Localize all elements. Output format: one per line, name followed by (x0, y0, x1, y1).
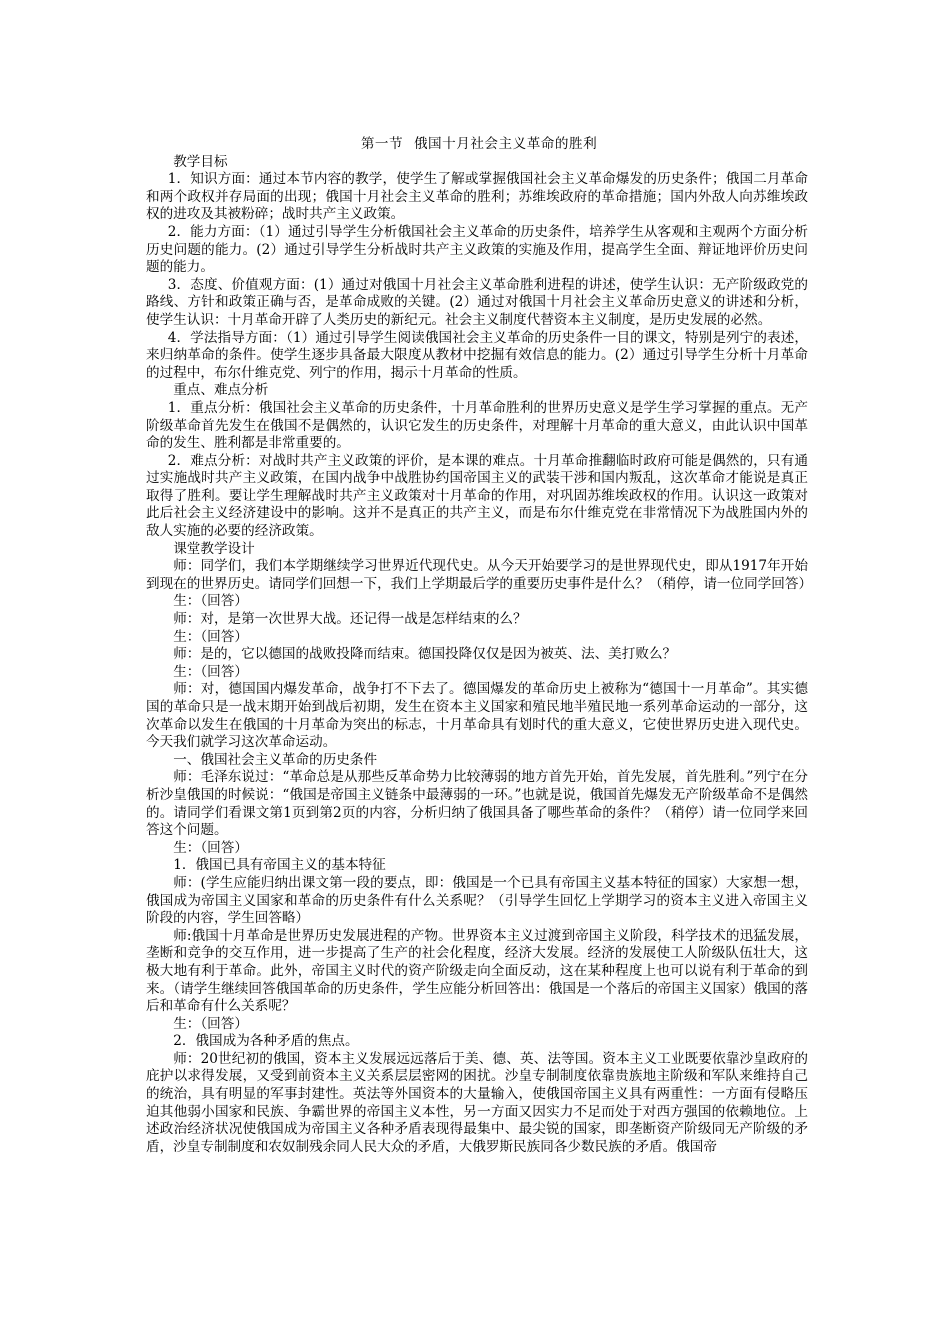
paragraph-goal-attitude: 3．态度、价值观方面：(1）通过对俄国十月社会主义革命胜利进程的讲述，使学生认识：无产阶级政党的路线、方针和政策正确与否，是革命成败的关键。(2）通过对俄国十月社会主义革命历史意义的讲述和分析，使学生认识：十月革命开辟了人类历史的新纪元。社会主义制度代替资本主义制度，是历史发展的必然。 (146, 276, 808, 328)
dialogue-teacher: 师：同学们，我们本学期继续学习世界近代现代史。从今天开始要学习的是世界现代史，即从1917年开始到现在的世界历史。请同学们回想一下，我们上学期最后学的重要历史事件是什么？（稍停，请一位同学回答） (146, 558, 813, 592)
subheading-imperialism-features: 1．俄国已具有帝国主义的基本特征 (173, 857, 386, 874)
dialogue-teacher: 师：对，德国国内爆发革命，战争打不下去了。德国爆发的革命历史上被称为“德国十一月革命”。其实德国的革命只是一战末期开始到战后初期，发生在资本主义国家和殖民地半殖民地一系列革命运动的一部分，这次革命以发生在俄国的十月革命为突出的标志，十月革命具有划时代的重大意义，它使世界历史进入现代史。今天我们就学习这次革命运动。 (146, 681, 808, 751)
paragraph-key-point: 1．重点分析：俄国社会主义革命的历史条件，十月革命胜利的世界历史意义是学生学习掌握的重点。无产阶级革命首先发生在俄国不是偶然的，认识它发生的历史条件，对理解十月革命的重大意义，由此认识中国革命的发生、胜利都是非常重要的。 (146, 399, 808, 452)
dialogue-student: 生：（回答） (173, 593, 248, 610)
paragraph-goal-method: 4．学法指导方面：（1）通过引导学生阅读俄国社会主义革命的历史条件一目的课文，特别是列宁的表述，来归纳革命的条件。使学生逐步具备最大限度从教材中挖掘有效信息的能力。(2）通过引导学生分析十月革命的过程中，布尔什维克党、列宁的作用，揭示十月革命的性质。 (146, 329, 808, 381)
paragraph-difficult-point: 2．难点分析：对战时共产主义政策的评价，是本课的难点。十月革命推翻临时政府可能是偶然的，只有通过实施战时共产主义政策，在国内战争中战胜协约国帝国主义的武装干涉和国内叛乱，这次革命才能说是真正取得了胜利。要让学生理解战时共产主义政策对十月革命的作用，对巩固苏维埃政权的作用。认识这一政策对此后社会主义经济建设中的影响。这并不是真正的共产主义，而是布尔什维克党在非常情况下为战胜国内外的敌人实施的必要的经济政策。 (146, 452, 808, 540)
dialogue-teacher: 师：20世纪初的俄国，资本主义发展远远落后于美、德、英、法等国。资本主义工业既要依靠沙皇政府的庇护以求得发展，又受到前资本主义关系层层密网的困扰。沙皇专制制度依靠贵族地主阶级和军队来维持自己的统治，具有明显的军事封建性。英法等外国资本的大量输入，使俄国帝国主义具有两重性：一方面有侵略压迫其他弱小国家和民族、争霸世界的帝国主义本性，另一方面又因实力不足而处于对西方强国的依赖地位。上述政治经济状况使俄国成为帝国主义各种矛盾表现得最集中、最尖锐的国家，即垄断资产阶级同无产阶级的矛盾，沙皇专制制度和农奴制残余同人民大众的矛盾，大俄罗斯民族同各少数民族的矛盾。俄国帝 (146, 1050, 808, 1155)
dialogue-teacher: 师：毛泽东说过：“革命总是从那些反革命势力比较薄弱的地方首先开始，首先发展，首先胜利。”列宁在分析沙皇俄国的时候说：“俄国是帝国主义链条中最薄弱的一环。”也就是说，俄国首先爆发无产阶级革命不是偶然的。请同学们看课文第1页到第2页的内容，分析归纳了俄国具备了哪些革命的条件？（稍停）请一位同学来回答这个问题。 (146, 769, 808, 839)
dialogue-student: 生：（回答） (173, 663, 248, 680)
title-section-number: 第一节 (360, 136, 404, 152)
paragraph-goal-knowledge: 1．知识方面：通过本节内容的教学，使学生了解或掌握俄国社会主义革命爆发的历史条件；俄国二月革命和两个政权并存局面的出现；俄国十月社会主义革命的胜利；苏维埃政府的革命措施；国内外敌人向苏维埃政权的进攻及其被粉碎；战时共产主义政策。 (146, 171, 808, 223)
subheading-contradictions-focus: 2．俄国成为各种矛盾的焦点。 (173, 1033, 359, 1050)
heading-teaching-goals: 教学目标 (173, 153, 228, 170)
heading-classroom-design: 课堂教学设计 (173, 540, 255, 557)
title-text: 俄国十月社会主义革命的胜利 (413, 136, 598, 152)
document-page (146, 136, 813, 1156)
dialogue-teacher: 师:俄国十月革命是世界历史发展进程的产物。世界资本主义过渡到帝国主义阶段，科学技术的迅猛发展，垄断和竞争的交互作用，进一步提高了生产的社会化程度，经济大发展。经济的发展使工人阶级队伍壮大，这极大地有利于革命。此外，帝国主义时代的资产阶级走向全面反动，这在某种程度上也可以说有利于革命的到来。（请学生继续回答俄国革命的历史条件，学生应能分析回答出：俄国是一个落后的帝国主义国家）俄国的落后和革命有什么关系呢？ (146, 927, 808, 1015)
dialogue-teacher: 师：对，是第一次世界大战。还记得一战是怎样结束的么？ (173, 611, 527, 628)
dialogue-teacher: 师：(学生应能归纳出课文第一段的要点，即：俄国是一个已具有帝国主义基本特征的国家）大家想一想，俄国成为帝国主义国家和革命的历史条件有什么关系呢？（引导学生回忆上学期学习的资本主义进入帝国主义阶段的内容，学生回答略） (146, 874, 808, 927)
dialogue-student: 生：（回答） (173, 839, 248, 856)
dialogue-teacher: 师：是的，它以德国的战败投降而结束。德国投降仅仅是因为被英、法、美打败么？ (173, 646, 677, 663)
subheading-historical-conditions: 一、俄国社会主义革命的历史条件 (173, 751, 378, 768)
heading-key-points: 重点、难点分析 (173, 382, 269, 399)
page-title (146, 136, 808, 154)
dialogue-student: 生：（回答） (173, 1015, 248, 1032)
dialogue-student: 生：（回答） (173, 628, 248, 645)
paragraph-goal-ability: 2．能力方面：（1）通过引导学生分析俄国社会主义革命的历史条件，培养学生从客观和主观两个方面分析历史问题的能力。(2）通过引导学生分析战时共产主义政策的实施及作用，提高学生全面、辩证地评价历史问题的能力。 (146, 223, 808, 276)
